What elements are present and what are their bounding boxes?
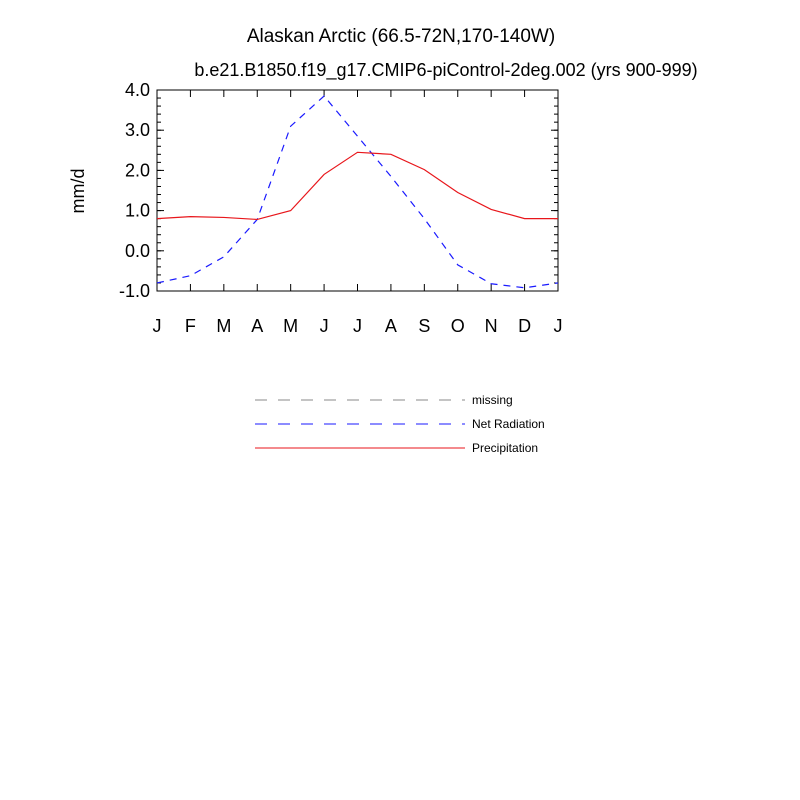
legend <box>255 393 545 455</box>
x-tick-label: J <box>353 316 362 336</box>
y-tick-label: 2.0 <box>124 160 150 181</box>
plot-frame <box>157 90 558 291</box>
x-tick-label: A <box>251 316 264 336</box>
axis-ticks <box>119 80 563 336</box>
x-tick-label: J <box>319 316 329 336</box>
y-tick-label: 3.0 <box>124 120 150 141</box>
y-tick-label: 1.0 <box>124 200 150 221</box>
y-tick-label: 0.0 <box>124 240 150 261</box>
series-layer <box>157 96 558 288</box>
x-tick-label: O <box>450 316 465 336</box>
chart-title: Alaskan Arctic (66.5-72N,170-140W) <box>246 26 556 47</box>
x-tick-label: M <box>216 316 232 336</box>
y-tick-label: 4.0 <box>124 80 150 100</box>
x-tick-label: J <box>553 316 563 336</box>
legend-label: Net Radiation <box>472 417 545 431</box>
y-axis-label: mm/d <box>68 168 88 214</box>
x-tick-label: A <box>384 316 397 336</box>
chart-subtitle: b.e21.B1850.f19_g17.CMIP6-piControl-2deg.002 (yrs 900-999) <box>194 60 698 80</box>
legend-label: missing <box>472 393 513 407</box>
series-line-precipitation <box>157 152 558 219</box>
x-tick-label: N <box>484 316 498 336</box>
x-tick-label: F <box>184 316 196 336</box>
x-tick-label: D <box>518 316 532 336</box>
x-tick-label: M <box>283 316 299 336</box>
y-tick-label: -1.0 <box>118 281 150 301</box>
x-tick-label: J <box>152 316 162 336</box>
series-line-net-radiation <box>157 96 558 288</box>
legend-label: Precipitation <box>472 441 539 455</box>
x-tick-label: S <box>418 316 431 336</box>
